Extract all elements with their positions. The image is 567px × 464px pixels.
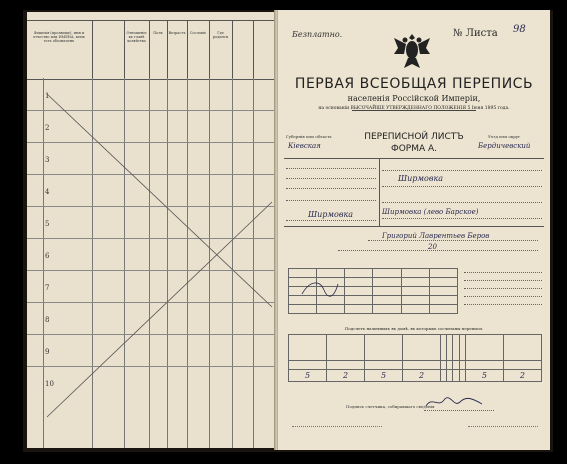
double-headed-eagle-emblem	[392, 30, 432, 72]
document-title: ПЕРВАЯ ВСЕОБЩАЯ ПЕРЕПИСЬ	[294, 76, 534, 92]
header-sex-col: Полъ	[153, 31, 163, 35]
header-age-col: Возрастъ	[168, 31, 186, 35]
free-label: Безплатно.	[292, 30, 343, 39]
document-subtitle: населенiя Россiйской Имперiи,	[347, 94, 481, 103]
handwritten-village: Ширмовка	[308, 210, 354, 219]
row-number: 4	[45, 188, 50, 196]
province-label: Губернiя или область	[286, 134, 332, 139]
header-name-col: Фамилiя (прозвище), имя и отчество или ИМЕНА, кемъ есть обозначенъ	[33, 31, 85, 43]
right-page	[278, 10, 550, 450]
count-cell: 5	[365, 370, 403, 382]
signature-label: Подпись счетчика, собиравшаго сведенiя	[346, 404, 435, 409]
count-cell: 2	[403, 370, 441, 382]
header-birthplace-col: Где родился	[212, 31, 229, 39]
cross-out-lines	[27, 12, 275, 448]
form-title: ПЕРЕПИСНОЙ ЛИСТЪ	[364, 132, 464, 142]
district-value: Бердичевский	[478, 142, 531, 150]
row-number: 1	[45, 92, 50, 100]
left-page	[27, 12, 275, 448]
province-value: Кiевская	[288, 142, 321, 150]
row-number: 9	[45, 348, 50, 356]
handwritten-village-right: Ширмовка	[398, 174, 444, 183]
form-letter: ФОРМА А.	[390, 144, 438, 154]
row-number: 10	[45, 380, 54, 388]
row-number: 3	[45, 156, 50, 164]
document-basis: на основанiи ВЫСОЧАЙШЕ УТВЕРЖДЕННАГО ПОЛОЖЕНIЯ 5 Iюня 1895 года.	[318, 106, 510, 111]
table-scribble	[300, 278, 340, 300]
row-number: 5	[45, 220, 50, 228]
handwritten-owner: Григорий Лаврентьев Беров	[382, 232, 490, 240]
header-estate-col: Сословiе	[189, 31, 207, 35]
row-number: 8	[45, 316, 50, 324]
handwritten-place: Ширмовка (лево Барское)	[382, 208, 479, 216]
header-relation-col: Отношенiе къ главѣ хозяйства	[126, 31, 147, 43]
sheet-number-value: 98	[513, 24, 526, 35]
handwritten-number: 20	[428, 243, 437, 251]
counts-row	[289, 370, 542, 382]
count-cell: 5	[465, 370, 503, 382]
counts-table	[288, 334, 542, 382]
counter-signature	[424, 396, 484, 410]
district-label: Уезд или округ	[488, 134, 521, 139]
row-number: 7	[45, 284, 50, 292]
sheet-number-label: № Листа	[453, 28, 498, 39]
count-cell: 2	[327, 370, 365, 382]
counts-title: Подсчетъ наличныхъ въ домѣ, въ которыхъ сосчитаны переписи.	[344, 326, 484, 331]
count-cell: 5	[289, 370, 327, 382]
row-number: 2	[45, 124, 50, 132]
row-number: 6	[45, 252, 50, 260]
count-cell: 2	[503, 370, 541, 382]
